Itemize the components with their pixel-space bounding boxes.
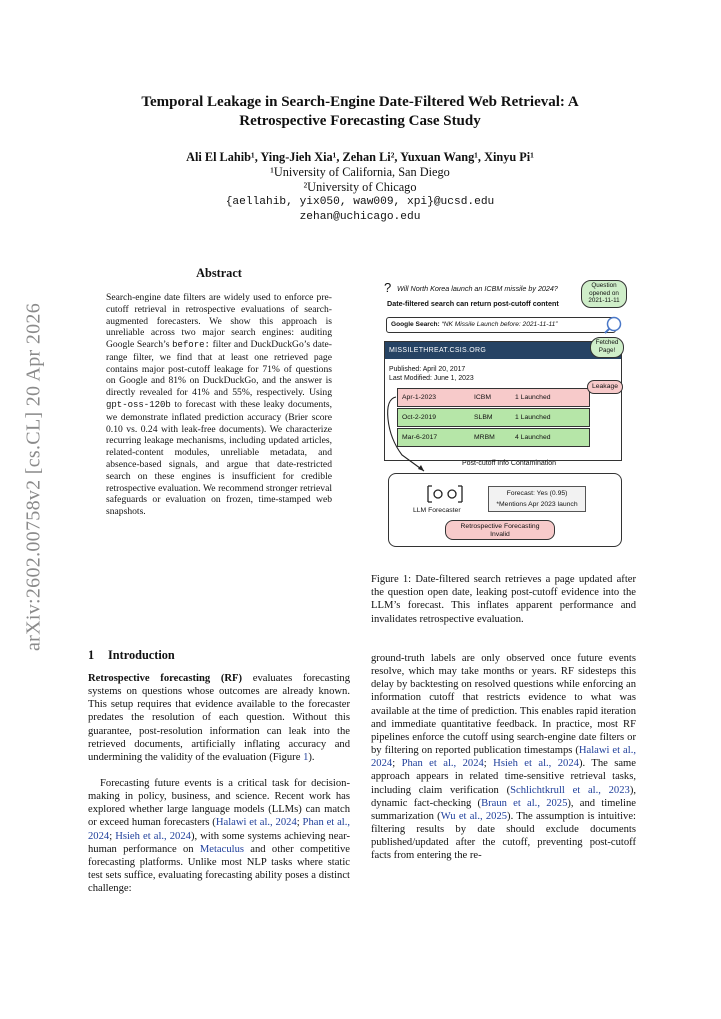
paper-title: Temporal Leakage in Search-Engine Date-Filtered Web Retrieval: A Retrospective Forecasting Case Study xyxy=(141,94,579,129)
intro-paragraph-2: Forecasting future events is a critical task for decision-making in policy, business, and science. Recent work has explored whether large language models (LLMs) can match or exceed human forecasters (Halawi et al., 2024; Phan et al., 2024; Hsieh et al., 2024), with some systems achieving near-human performance on Metaculus and other competitive forecasting platforms. Unlike most NLP tasks where static test sets suffice, evaluating forecasting ability poses a distinct challenge: xyxy=(88,778,351,895)
intro-paragraph-1: Retrospective forecasting (RF) evaluates forecasting systems on questions whose outcomes are already known. This setup requires that evidence available to the forecaster predates the resolution of each question. Without this guarantee, post-resolution information can leak into the retrieved documents, artificially inflating accuracy and undermining the validity of the evaluation (Figure 1). xyxy=(88,673,350,763)
leakage-tag: Leakage xyxy=(587,380,623,394)
citation-link[interactable]: Wu et al., 2025 xyxy=(440,810,508,822)
figure-question: Will North Korea launch an ICBM missile by 2024? xyxy=(397,284,558,293)
llm-forecaster-label: LLM Forecaster xyxy=(413,507,461,514)
citation-link[interactable]: Braun et al., 2025 xyxy=(481,797,568,809)
forecast-output: Forecast: Yes (0.95) *Mentions Apr 2023 launch xyxy=(488,486,586,512)
page-dates: Published: April 20, 2017 Last Modified: June 1, 2023 xyxy=(389,366,474,382)
citation-link[interactable]: Phan et al., 2024 xyxy=(401,758,484,770)
figure-ref-link[interactable]: 1 xyxy=(303,751,309,763)
search-bar: Google Search: “NK Missile Launch before: 2021-11-11” xyxy=(386,317,616,333)
metaculus-link[interactable]: Metaculus xyxy=(199,843,244,855)
invalid-tag: Retrospective Forecasting Invalid xyxy=(445,520,555,540)
robot-face-icon xyxy=(425,482,465,506)
email-uchicago: zehan@uchicago.edu xyxy=(299,211,421,223)
email-ucsd: {aellahib, yix050, waw009, xpi}@ucsd.edu xyxy=(225,196,495,208)
citation-link[interactable]: Hsieh et al., 2024 xyxy=(115,830,191,842)
abstract-heading: Abstract xyxy=(196,266,242,280)
contamination-label: Post-cutoff Info Contamination xyxy=(462,460,557,467)
citation-link[interactable]: Phan et al., 2024 xyxy=(88,817,351,842)
section-heading-introduction: 1 Introduction xyxy=(88,648,175,662)
question-opened-bubble: Question opened on 2021-11-11 xyxy=(581,280,627,308)
citation-link[interactable]: Halawi et al., 2024 xyxy=(215,817,297,829)
affiliation-uchicago: ²University of Chicago xyxy=(303,180,417,194)
figure-subtitle: Date-filtered search can return post-cutoff content xyxy=(387,299,559,308)
arxiv-stamp: arXiv:2602.00758v2 [cs.CL] 20 Apr 2026 xyxy=(22,302,45,652)
figure-1 xyxy=(380,279,630,559)
abstract-text: Search-engine date filters are widely used to enforce pre-cutoff retrieval in retrospective evaluations of search-augmented forecasters. We show this approach is unreliable across two major search engines: auditing Google Search’s before: filter and DuckDuckGo’s date-range filter, we find that at least one retrieved page contains major post-cutoff leakage for 71% of questions on Google and 81% on DuckDuckGo, and the answer is directly revealed for 41% and 55%, respectively. Using gpt-oss-120b to forecast with these leaky documents, we demonstrate inflated prediction accuracy (Brier score 0.10 vs. 0.24 with leak-free documents). We characterize recurring leakage mechanisms, including updated articles, related-content modules, unreliable metadata, and absence-based signals, and argue that date-restricted search on these engines is insufficient for credible retrospective evaluation. We recommend stronger retrieval safeguards or evaluation on frozen, time-stamped web snapshots. xyxy=(106,292,332,518)
citation-link[interactable]: Hsieh et al., 2024 xyxy=(493,758,579,770)
citation-link[interactable]: Schlichtkrull et al., 2023 xyxy=(510,784,630,796)
table-row: Oct-2-2019 SLBM 1 Launched xyxy=(397,408,590,427)
intro-paragraph-continued: ground-truth labels are only observed once future events resolve, which may take months or years. RF sidesteps this delay by backtesting on resolved questions while enforcing an information cutoff that restricts evidence to what was available at the time of prediction. This enables rapid iteration and immediate quantitative feedback. In practice, most RF pipelines enforce the cutoff using search-engine date filters or by filtering on reported publication timestamps (Halawi et al., 2024; Phan et al., 2024; Hsieh et al., 2024). The same approach appears in related time-sensitive retrieval tasks, including claim verification (Schlichtkrull et al., 2023), dynamic fact-checking (Braun et al., 2025), and timeline summarization (Wu et al., 2025). The assumption is intuitive: filtering results by date should exclude documents published/updated after the cutoff, preventing post-cutoff facts from entering the re- xyxy=(371,653,637,862)
author-block xyxy=(90,150,630,225)
table-row: Mar-6-2017 MRBM 4 Launched xyxy=(397,428,590,447)
figure-caption: Figure 1: Date-filtered search retrieves a page updated after the question open date, leaking post-cutoff evidence into the LLM’s forecast. This inflates apparent performance and invalidates retrospective evaluation. xyxy=(371,574,636,625)
table-row-leak: Apr-1-2023 ICBM 1 Launched xyxy=(397,388,590,407)
author-names: Ali El Lahib¹, Ying-Jieh Xia¹, Zehan Li², Yuxuan Wang¹, Xinyu Pi¹ xyxy=(186,150,534,164)
fetched-page-bubble: Fetched Page! xyxy=(590,337,624,358)
site-header: MISSILETHREAT.CSIS.ORG xyxy=(385,342,621,359)
question-mark-icon: ? xyxy=(384,280,392,295)
citation-link[interactable]: Halawi et al., 2024 xyxy=(371,745,636,770)
affiliation-ucsd: ¹University of California, San Diego xyxy=(270,165,450,179)
